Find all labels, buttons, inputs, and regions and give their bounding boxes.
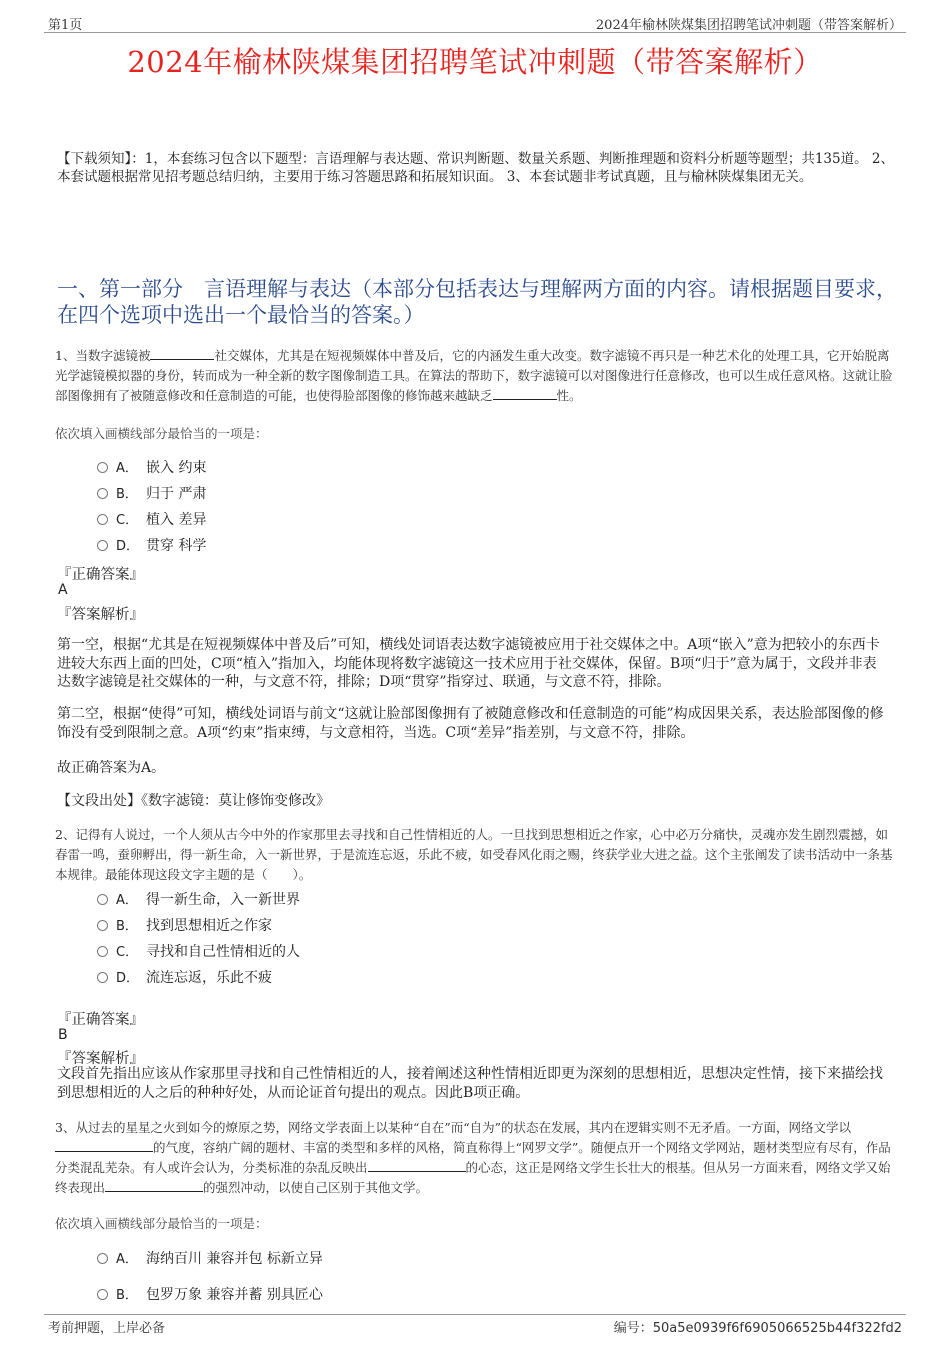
correct-answer: B <box>58 1027 68 1043</box>
radio-icon <box>97 1253 108 1264</box>
radio-icon <box>97 972 108 983</box>
radio-icon <box>97 1289 108 1300</box>
correct-answer-label: 『正确答案』 <box>57 1012 144 1028</box>
blank-line <box>493 387 557 400</box>
text-source: 【文段出处】《数字滤镜：莫让修饰变修改》 <box>57 793 330 809</box>
question-2-option-b[interactable]: B． 找到思想相近之作家 <box>97 915 272 935</box>
question-3-prompt: 依次填入画横线部分最恰当的一项是： <box>55 1216 268 1231</box>
radio-icon <box>97 920 108 931</box>
answer-analysis-label: 『答案解析』 <box>57 607 144 623</box>
radio-icon <box>97 462 108 473</box>
question-1-stem: 1、当数字滤镜被 社交媒体，尤其是在短视频媒体中普及后，它的内涵发生重大改变。数字滤镜不再只是一种艺术化的处理工具，它开始脱离光学滤镜模拟器的身份，转而成为一种全新的数字图像制造工具。在算法的帮助下，数字滤镜可以对图像进行任意修改，也可以生成任意风格。这就让脸部图像拥有了被随意修改和任意制造的可能，也使得脸部图像的修饰越来越缺乏 性。 <box>55 348 893 403</box>
question-2-option-a[interactable]: A． 得一新生命，入一新世界 <box>97 889 300 909</box>
blank-line <box>55 1139 153 1152</box>
page-footer <box>44 1314 906 1335</box>
download-notice: 【下载须知】：1，本套练习包含以下题型：言语理解与表达题、常识判断题、数量关系题、判断推理题和资料分析题等题型；共135道。 2、本套试题根据常见招考题总结归纳，主要用于练习答题思路和拓展知识面。 3、本套试题非考试真题，且与榆林陕煤集团无关。 <box>57 151 894 185</box>
question-3-option-a[interactable]: A． 海纳百川 兼容并包 标新立异 <box>97 1248 323 1268</box>
question-2-stem: 2、记得有人说过，一个人须从古今中外的作家那里去寻找和自己性情相近的人。一旦找到思想相近之作家，心中必万分痛快，灵魂亦发生剧烈震撼，如春雷一鸣，蚕卵孵出，得一新生命，入一新世界，于是流连忘返，乐此不疲，如受春风化雨之赐，终获学业大进之益。这个主张阐发了读书活动中一条基本规律。最能体现这段文字主题的是（ ）。 <box>55 827 893 882</box>
question-1-option-b[interactable]: B． 归于 严肃 <box>97 483 206 503</box>
radio-icon <box>97 488 108 499</box>
correct-answer: A <box>58 582 68 598</box>
blank-line <box>368 1159 466 1172</box>
analysis-paragraph: 文段首先指出应该从作家那里寻找和自己性情相近的人，接着阐述这种性情相近即更为深刻的思想相近，思想决定性情，接下来描绘找到思想相近的人之后的种种好处，从而论证首句提出的观点。因此B项正确。 <box>57 1066 883 1101</box>
correct-answer-label: 『正确答案』 <box>57 567 144 583</box>
blank-line <box>105 1179 203 1192</box>
radio-icon <box>97 514 108 525</box>
analysis-paragraph: 第二空，根据“使得”可知，横线处词语与前文“这就让脸部图像拥有了被随意修改和任意制造的可能”构成因果关系，表达脸部图像的修饰没有受到限制之意。A项“约束”指束缚，与文意相符，当选。C项“差异”指差别，与文意不符，排除。 <box>57 706 884 741</box>
analysis-conclusion: 故正确答案为A。 <box>57 760 166 776</box>
question-2-option-d[interactable]: D． 流连忘返，乐此不疲 <box>97 967 272 987</box>
question-3-stem: 3、从过去的星星之火到如今的燎原之势，网络文学表面上以某种“自在”而“自为”的状态在发展，其内在逻辑实则不无矛盾。一方面，网络文学以的气度，容纳广阔的题材、丰富的类型和多样的风格，简直称得上“网罗文学”。随便点开一个网络文学网站，题材类型应有尽有，作品分类混乱芜杂。有人或许会认为，分类标准的杂乱反映出 的心态，这正是网络文学生长壮大的根基。但从另一方面来看，网络文学又始终表现出 的强烈冲动，以使自己区别于其他文学。 <box>55 1120 891 1195</box>
analysis-paragraph: 第一空，根据“尤其是在短视频媒体中普及后”可知，横线处词语表达数字滤镜被应用于社交媒体之中。A项“嵌入”意为把较小的东西卡进较大东西上面的凹处，C项“植入”指加入，均能体现将数字滤镜这一技术应用于社交媒体，保留。B项“归于”意为属于，文段并非表达数字滤镜是社交媒体的一种，与文意不符，排除；D项“贯穿”指穿过、联通，与文意不符，排除。 <box>57 637 880 690</box>
footer-code: 编号：50a5e0939f6f6905066525b44f322fd2 <box>613 1321 902 1336</box>
radio-icon <box>97 540 108 551</box>
footer-slogan: 考前押题，上岸必备 <box>48 1321 166 1336</box>
question-1-prompt: 依次填入画横线部分最恰当的一项是： <box>55 426 268 441</box>
question-3-option-b[interactable]: B． 包罗万象 兼容并蓄 别具匠心 <box>97 1284 323 1304</box>
question-1-option-a[interactable]: A． 嵌入 约束 <box>97 457 206 477</box>
radio-icon <box>97 894 108 905</box>
radio-icon <box>97 946 108 957</box>
blank-line <box>150 347 214 360</box>
question-1-option-d[interactable]: D． 贯穿 科学 <box>97 535 206 555</box>
section-title: 一、第一部分 言语理解与表达（本部分包括表达与理解两方面的内容。请根据题目要求，在四个选项中选出一个最恰当的答案。） <box>57 277 897 327</box>
page-header <box>44 14 906 33</box>
question-2-option-c[interactable]: C． 寻找和自己性情相近的人 <box>97 941 300 961</box>
answer-analysis-label: 『答案解析』 <box>57 1051 144 1067</box>
page-number: 第1页 <box>48 18 83 33</box>
page-title: 2024年榆林陕煤集团招聘笔试冲刺题（带答案解析） <box>127 45 823 79</box>
header-doc-title: 2024年榆林陕煤集团招聘笔试冲刺题（带答案解析） <box>595 18 902 33</box>
question-1-option-c[interactable]: C． 植入 差异 <box>97 509 206 529</box>
